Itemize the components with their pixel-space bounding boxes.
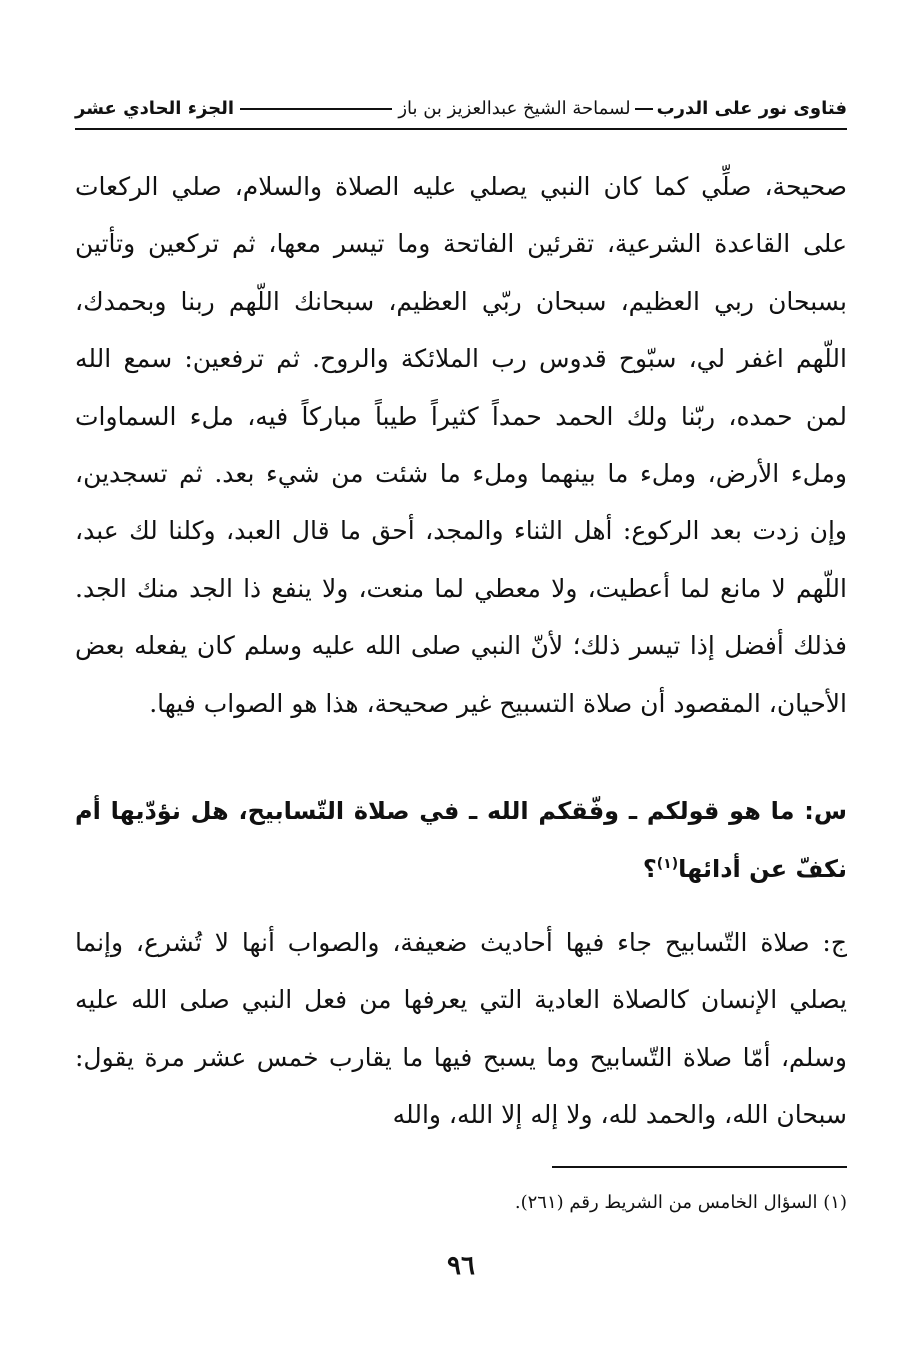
paragraph-continued: صحيحة، صلِّي كما كان النبي يصلي عليه الصلاة والسلام، صلي الركعات على القاعدة الشرعية، تقرئين الفاتحة وما تيسر معها، ثم تركعين وتأتين بسبحان ربي العظيم، سبحان ربّي العظيم، سبحانك اللّهم ربنا وبحمدك، اللّهم اغفر لي، سبّوح قدوس رب الملائكة والروح. ثم ترفعين: سمع الله لمن حمده، ربّنا ولك الحمد حمداً كثيراً طيباً مباركاً فيه، ملء السماوات وملء الأرض، وملء ما بينهما وملء ما شئت من شيء بعد. ثم تسجدين، وإن زدت بعد الركوع: أهل الثناء والمجد، أحق ما قال العبد، وكلنا لك عبد، اللّهم لا مانع لما أعطيت، ولا معطي لما منعت، ولا ينفع ذا الجد منك الجد. فذلك أفضل إذا تيسر ذلك؛ لأنّ النبي صلى الله عليه وسلم كان يفعله بعض الأحيان، المقصود أن صلاة التسبيح غير صحيحة، هذا هو الصواب فيها. [75, 172, 847, 718]
question-mark: ؟ [642, 855, 657, 883]
question-paragraph [75, 782, 847, 898]
footnote-rule [552, 1166, 847, 1168]
answer-paragraph: ج: صلاة التّسابيح جاء فيها أحاديث ضعيفة، والصواب أنها لا تُشرع، وإنما يصلي الإنسان كالصلاة العادية التي يعرفها من فعل النبي صلى الله عليه وسلم، أمّا صلاة التّسابيح وما يسبح فيها ما يقارب خمس عشر مرة يقول: سبحان الله، والحمد لله، ولا إله إلا الله، والله [75, 928, 847, 1130]
footnote-reference[interactable]: (١) [656, 856, 679, 872]
page-number: ٩٦ [447, 1251, 475, 1281]
series-title: فتاوى نور على الدرب [656, 98, 847, 119]
author-name: لسماحة الشيخ عبدالعزيز بن باز [398, 98, 631, 119]
footnote: (١) السؤال الخامس من الشريط رقم (٢٦١). [514, 1192, 847, 1213]
question-text: س: ما هو قولكم ـ وفّقكم الله ـ في صلاة التّسابيح، هل نؤدّيها أم نكفّ عن أدائها [75, 797, 847, 883]
header-rule [75, 128, 847, 130]
volume-part: الجزء الحادي عشر [75, 98, 235, 119]
header-dash [635, 108, 653, 110]
header-line [240, 108, 392, 110]
running-header [75, 92, 847, 126]
